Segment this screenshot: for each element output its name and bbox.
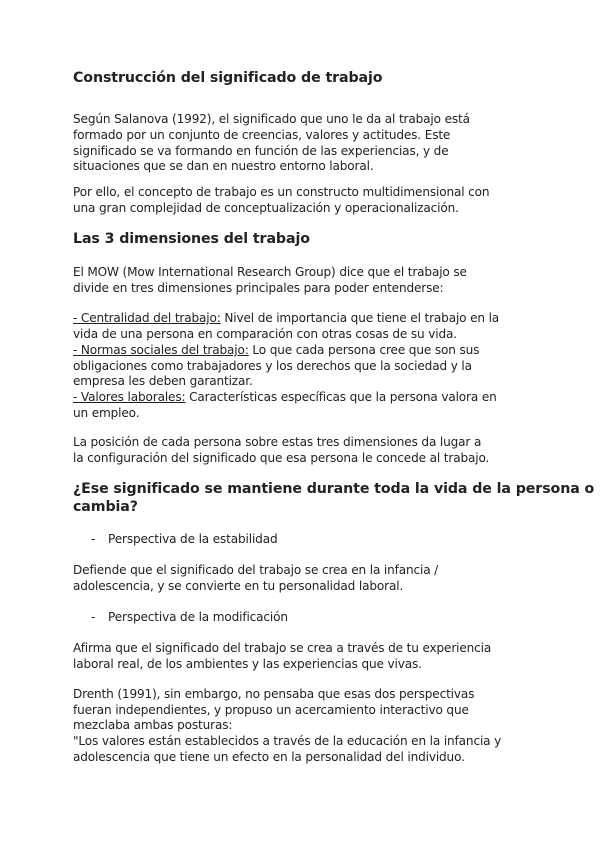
paragraph-line: divide en tres dimensiones principales para poder entenderse:: [73, 281, 444, 295]
paragraph-line: La posición de cada persona sobre estas tres dimensiones da lugar a: [73, 435, 482, 449]
paragraph-line: formado por un conjunto de creencias, valores y actitudes. Este: [73, 128, 451, 142]
dimension-label: - Normas sociales del trabajo:: [73, 343, 249, 357]
paragraph-line: obligaciones como trabajadores y los derechos que la sociedad y la: [73, 359, 472, 373]
quote-line: "Los valores están establecidos a través de la educación en la infancia y: [73, 734, 502, 748]
paragraph-line: la configuración del significado que esa persona le concede al trabajo.: [73, 451, 490, 465]
paragraph-line: adolescencia, y se convierte en tu personalidad laboral.: [73, 579, 404, 593]
paragraph-line: Afirma que el significado del trabajo se crea a través de tu experiencia: [73, 641, 492, 655]
paragraph-line: Drenth (1991), sin embargo, no pensaba que esas dos perspectivas: [73, 687, 475, 701]
paragraph-line: fueran independientes, y propuso un acercamiento interactivo que: [73, 703, 469, 717]
heading-construccion: Construcción del significado de trabajo: [73, 70, 383, 86]
dimension-centralidad: [73, 310, 499, 326]
heading-pregunta: ¿Ese significado se mantiene durante toda la vida de la persona o: [73, 481, 595, 497]
quote-line: adolescencia que tiene un efecto en la personalidad del individuo.: [73, 750, 465, 764]
dimension-label: - Valores laborales:: [73, 390, 186, 404]
paragraph-line: significado se va formando en función de las experiencias, y de: [73, 144, 449, 158]
bullet-dash: -: [91, 532, 96, 546]
dimension-text: Nivel de importancia que tiene el trabajo en la: [220, 311, 500, 325]
bullet-text: Perspectiva de la modificación: [108, 610, 288, 624]
bullet-dash: -: [91, 610, 96, 624]
paragraph-line: vida de una persona en comparación con otras cosas de su vida.: [73, 327, 457, 341]
paragraph-line: mezclaba ambas posturas:: [73, 718, 233, 732]
paragraph-line: Defiende que el significado del trabajo se crea en la infancia /: [73, 563, 439, 577]
bullet-text: Perspectiva de la estabilidad: [108, 532, 278, 546]
heading-pregunta-cont: cambia?: [73, 499, 138, 515]
paragraph-line: empresa les deben garantizar.: [73, 374, 253, 388]
dimension-label: - Centralidad del trabajo:: [73, 311, 221, 325]
paragraph-line: una gran complejidad de conceptualización y operacionalización.: [73, 201, 459, 215]
dimension-normas: [73, 342, 479, 358]
paragraph-line: Según Salanova (1992), el significado que uno le da al trabajo está: [73, 112, 470, 126]
dimension-valores: [73, 389, 497, 405]
paragraph-line: situaciones que se dan en nuestro entorno laboral.: [73, 159, 374, 173]
paragraph-line: laboral real, de los ambientes y las experiencias que vivas.: [73, 657, 422, 671]
paragraph-line: El MOW (Mow International Research Group) dice que el trabajo se: [73, 265, 467, 279]
dimension-text: Características específicas que la persona valora en: [185, 390, 497, 404]
paragraph-line: Por ello, el concepto de trabajo es un constructo multidimensional con: [73, 185, 490, 199]
paragraph-line: un empleo.: [73, 406, 140, 420]
heading-dimensiones: Las 3 dimensiones del trabajo: [73, 231, 310, 247]
dimension-text: Lo que cada persona cree que son sus: [248, 343, 480, 357]
